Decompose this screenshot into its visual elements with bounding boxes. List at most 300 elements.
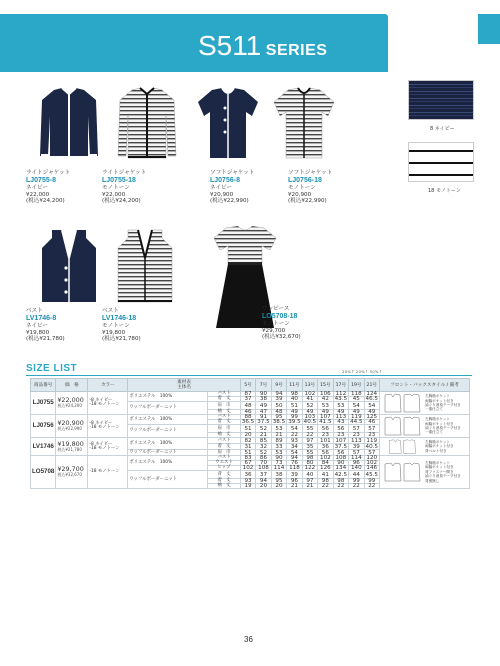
measure-value: 36 — [318, 444, 333, 450]
measure-value: 98 — [318, 479, 333, 484]
measure-value: 39 — [271, 397, 286, 402]
header-size: 5号 — [240, 379, 255, 392]
product-price: ¥20,900 — [210, 191, 234, 198]
header-code: 商品番号 — [31, 379, 56, 392]
note-line: 一重仕立て — [425, 407, 443, 412]
price-value: ¥29,700 — [57, 465, 84, 473]
product-color: モノトーン — [102, 322, 130, 329]
size-percent-note: 20%↑ 20%↑ 50%↑ — [342, 369, 383, 374]
measure-value: 83 — [240, 456, 255, 461]
measure-value: 88 — [240, 415, 255, 420]
product-code: LJ0755-18 — [102, 176, 136, 184]
product-LV1746-18 — [102, 308, 141, 343]
measure-value: 49 — [287, 410, 302, 415]
measure-label: ウエスト — [208, 461, 240, 466]
measure-value: 96 — [349, 461, 364, 466]
measure-label: バスト — [208, 438, 240, 444]
row-code: LJ0755 — [31, 392, 56, 415]
measure-value: 53 — [333, 402, 348, 410]
measure-value: 21 — [271, 433, 286, 438]
note-line: 左胸箱ポケット — [425, 460, 450, 465]
notes-wrap — [380, 456, 469, 488]
measure-value: 95 — [271, 415, 286, 420]
measure-label: バスト — [208, 456, 240, 461]
measure-value: 46.5 — [365, 396, 378, 402]
color-option: -8 ネイビー — [89, 441, 113, 447]
measure-label: ヒップ — [208, 466, 240, 471]
note-line: 一重仕立て — [425, 430, 443, 435]
measure-value: 89 — [271, 438, 286, 444]
measure-label: バスト — [208, 415, 240, 420]
measure-value: 54 — [364, 402, 379, 410]
measure-value: 20 — [256, 484, 271, 489]
row-notes — [380, 438, 470, 456]
series-banner — [0, 14, 388, 72]
product-tax: (税込¥24,200) — [102, 198, 141, 205]
measure-value: 99 — [287, 415, 302, 420]
note-line: 両脇ポケット付き — [425, 421, 454, 426]
row-price — [56, 392, 88, 415]
product-name: ライトジャケット — [26, 170, 71, 176]
measure-value: 119 — [349, 415, 364, 420]
measure-value: 99 — [364, 479, 379, 484]
measure-value: 102 — [364, 461, 379, 466]
measure-value: 21 — [256, 433, 271, 438]
measure-value: 120 — [364, 456, 379, 461]
measure-value: 87 — [240, 392, 255, 397]
measure-value: 126 — [318, 466, 333, 471]
measure-value: 35 — [302, 444, 317, 450]
size-list-rule — [26, 375, 472, 376]
product-color: ネイビー — [26, 184, 49, 191]
measure-value: 73 — [271, 461, 286, 466]
measure-value: 45.5 — [365, 471, 378, 478]
measure-value: 55 — [302, 450, 317, 456]
measure-value: 113 — [333, 415, 348, 420]
color-option: -18 モノトーン — [89, 425, 120, 430]
measure-value: 40.5 — [365, 443, 378, 450]
product-color: モノトーン — [262, 320, 290, 327]
measure-value: 84 — [318, 461, 333, 466]
measure-value: 23 — [364, 433, 379, 438]
product-tax: (税込¥22,990) — [288, 198, 327, 205]
header-size: 11号 — [287, 379, 302, 392]
table-row — [31, 438, 470, 444]
measure-value: 22 — [364, 484, 379, 489]
measure-value: 97 — [302, 438, 317, 444]
measure-value: 107 — [318, 415, 333, 420]
monotone-soft-jacket-image — [272, 86, 336, 162]
row-knit: ワッフルボーダーニット — [128, 471, 208, 489]
measure-value: 36 — [240, 471, 255, 479]
measure-value: 21 — [302, 484, 317, 489]
measure-value: 39 — [287, 471, 302, 479]
header-size: 7号 — [256, 379, 271, 392]
note-line: 袖ぐり消臭テープ付き — [425, 426, 461, 430]
color-option: -18 モノトーン — [89, 469, 120, 474]
product-LJ0756-8 — [210, 170, 254, 205]
note-line: 袖ぐり消臭テープ付き — [425, 403, 461, 407]
row-knit: ワッフルボーダーニット — [128, 402, 208, 415]
measure-value: 42.5 — [334, 471, 348, 478]
measure-value: 39 — [349, 444, 364, 450]
measure-value: 125 — [364, 415, 379, 420]
measure-label: 肩 巾 — [208, 425, 240, 433]
measure-value: 52 — [256, 425, 271, 433]
measure-value: 37.5 — [257, 419, 270, 425]
measure-value: 103 — [302, 415, 317, 420]
row-colors — [88, 392, 128, 415]
measure-value: 76 — [287, 461, 302, 466]
note-line: 両脇ポケット付き — [425, 465, 454, 470]
note-line: 両脇ポケット付き — [425, 444, 454, 449]
measure-value: 20 — [271, 484, 286, 489]
measure-value: 53 — [318, 402, 333, 410]
row-code: LV1746 — [31, 438, 56, 456]
measure-value: 70 — [256, 461, 271, 466]
measure-value: 118 — [287, 466, 302, 471]
measure-value: 22 — [333, 484, 348, 489]
measure-value: 37 — [256, 471, 271, 479]
measure-value: 45 — [349, 397, 364, 402]
measure-value: 53 — [271, 450, 286, 456]
measure-value: 48 — [240, 402, 255, 410]
measure-value: 51 — [287, 402, 302, 410]
measure-value: 49 — [318, 410, 333, 415]
measure-value: 106 — [318, 392, 333, 397]
header-color: カラー — [88, 379, 128, 392]
navy-vest-image — [40, 228, 98, 304]
header-size: 9号 — [271, 379, 286, 392]
front-back-sketch-icon — [382, 393, 422, 413]
product-code: LJ0756-8 — [210, 176, 240, 184]
measure-value: 49 — [364, 410, 379, 415]
row-material: ポリエステル 100% — [128, 415, 208, 425]
size-list-title: SIZE LIST — [26, 363, 78, 374]
measure-value: 54 — [287, 450, 302, 456]
swatch-label-navy: 8 ネイビー — [430, 126, 455, 132]
measure-value: 57 — [364, 425, 379, 433]
measure-value: 86 — [256, 456, 271, 461]
product-code: LO5708-18 — [262, 312, 298, 320]
measure-value: 55 — [302, 425, 317, 433]
measure-value: 51 — [240, 425, 255, 433]
measure-label: 袖 丈 — [208, 410, 240, 415]
measure-value: 48 — [271, 410, 286, 415]
measure-value: 49 — [256, 402, 271, 410]
navy-soft-jacket-image — [196, 86, 260, 162]
measure-value: 22 — [302, 433, 317, 438]
measure-value: 39.5 — [288, 419, 301, 425]
measure-label: 肩 巾 — [208, 450, 240, 456]
row-material: ポリエステル 100% — [128, 438, 208, 450]
measure-value: 99 — [349, 479, 364, 484]
row-notes — [380, 415, 470, 438]
measure-value: 97 — [302, 479, 317, 484]
measure-value: 52 — [302, 402, 317, 410]
measure-value: 67 — [240, 461, 255, 466]
monotone-vest-image — [116, 228, 174, 304]
measure-value: 107 — [333, 438, 348, 444]
product-price: ¥19,800 — [102, 329, 126, 336]
product-color: モノトーン — [102, 184, 130, 191]
row-knit: ワッフルボーダーニット — [128, 425, 208, 438]
row-colors — [88, 415, 128, 438]
product-LV1746-8 — [26, 308, 65, 343]
measure-value: 49 — [333, 410, 348, 415]
measure-value: 51 — [240, 450, 255, 456]
measure-value: 23 — [318, 433, 333, 438]
product-price: ¥22,000 — [102, 191, 126, 198]
measure-value: 118 — [349, 392, 364, 397]
page-tab — [478, 14, 500, 44]
measure-value: 22 — [349, 484, 364, 489]
measure-value: 102 — [302, 392, 317, 397]
measure-value: 40 — [287, 397, 302, 402]
product-LO5708-18 — [262, 306, 301, 341]
measure-value: 90 — [271, 456, 286, 461]
measure-label: 袖 丈 — [208, 433, 240, 438]
measure-label: 袖 丈 — [208, 484, 240, 489]
product-name: ベスト — [26, 308, 43, 314]
row-material: ポリエステル 100% — [128, 392, 208, 402]
measure-value: 114 — [271, 466, 286, 471]
fabric-swatch-navy — [408, 80, 474, 120]
price-tax: 税込¥22,990 — [57, 426, 82, 431]
measure-value: 108 — [333, 456, 348, 461]
note-line: 背ベルト付き — [425, 448, 447, 453]
product-code: LJ0755-8 — [26, 176, 56, 184]
note-line: 背ファスナー開き — [425, 469, 454, 474]
product-price: ¥20,900 — [288, 191, 312, 198]
measure-value: 122 — [302, 466, 317, 471]
measure-value: 53 — [271, 425, 286, 433]
notes-text — [425, 461, 461, 483]
color-option: -8 ネイビー — [89, 398, 113, 403]
measure-value: 57 — [349, 425, 364, 433]
page-number: 36 — [244, 635, 253, 644]
measure-value: 146 — [364, 466, 379, 471]
measure-value: 134 — [333, 466, 348, 471]
measure-value: 82 — [240, 438, 255, 444]
measure-value: 91 — [256, 415, 271, 420]
fabric-swatch-monotone — [408, 142, 474, 182]
note-line: 袖ぐり消臭テープ付き — [425, 474, 461, 479]
measure-value: 93 — [240, 479, 255, 484]
measure-value: 96 — [287, 479, 302, 484]
product-LJ0756-18 — [288, 170, 332, 205]
measure-value: 56 — [318, 450, 333, 456]
measure-value: 44.5 — [350, 419, 363, 425]
measure-value: 37 — [240, 397, 255, 402]
row-notes — [380, 392, 470, 415]
measure-value: 56 — [318, 425, 333, 433]
measure-value: 49 — [302, 410, 317, 415]
measure-value: 41.5 — [319, 419, 332, 425]
measure-value: 40 — [302, 471, 317, 479]
measure-value: 37.5 — [334, 443, 348, 450]
measure-value: 102 — [240, 466, 255, 471]
row-code: LJ0756 — [31, 415, 56, 438]
price-tax: 税込¥24,200 — [57, 403, 82, 408]
product-tax: (税込¥32,670) — [262, 334, 301, 341]
product-name: ベスト — [102, 308, 119, 314]
series-title — [198, 32, 327, 60]
notes-text — [425, 440, 454, 453]
price-tax: 税込¥21,780 — [57, 446, 82, 452]
measure-value: 40.5 — [303, 419, 317, 425]
measure-label: 肩 巾 — [208, 402, 240, 410]
measure-value: 49 — [349, 410, 364, 415]
measure-value: 41 — [302, 397, 317, 402]
measure-value: 102 — [318, 456, 333, 461]
row-colors — [88, 456, 128, 489]
row-code: LO5708 — [31, 456, 56, 489]
measure-value: 21 — [287, 484, 302, 489]
header-size: 13号 — [302, 379, 317, 392]
measure-value: 114 — [349, 456, 364, 461]
product-code: LJ0756-18 — [288, 176, 322, 184]
measure-value: 57 — [349, 450, 364, 456]
measure-value: 57 — [364, 450, 379, 456]
measure-value: 94 — [287, 456, 302, 461]
product-tax: (税込¥21,780) — [26, 336, 65, 343]
measure-value: 47 — [256, 410, 271, 415]
measure-value: 31 — [240, 444, 255, 450]
measure-value: 56 — [333, 450, 348, 456]
product-name: ワンピース — [262, 306, 290, 312]
product-tax: (税込¥24,200) — [26, 198, 65, 205]
measure-value: 94 — [256, 479, 271, 484]
product-LJ0755-18 — [102, 170, 146, 205]
header-size: 15号 — [318, 379, 333, 392]
measure-label: バスト — [208, 392, 240, 397]
product-price: ¥22,000 — [26, 191, 50, 198]
product-LJ0755-8 — [26, 170, 70, 205]
measure-label: 着 丈 — [208, 397, 240, 402]
product-name: ソフトジャケット — [288, 170, 333, 176]
front-back-sketch-icon — [382, 416, 422, 436]
product-price: ¥29,700 — [262, 327, 286, 334]
row-price — [56, 415, 88, 438]
measure-value: 20 — [240, 433, 255, 438]
measure-value: 22 — [318, 484, 333, 489]
measure-value: 98 — [287, 392, 302, 397]
series-code: S511 — [198, 30, 262, 61]
color-option: -18 モノトーン — [89, 402, 120, 407]
header-size: 17号 — [333, 379, 348, 392]
size-table-header — [31, 379, 470, 392]
note-line: 左胸箱ポケット — [425, 439, 450, 444]
product-code: LV1746-8 — [26, 314, 57, 322]
measure-value: 38.5 — [272, 419, 286, 425]
color-option: -18 モノトーン — [89, 445, 120, 451]
measure-value: 124 — [364, 392, 379, 397]
price-value: ¥20,900 — [57, 419, 84, 427]
measure-value: 93 — [287, 438, 302, 444]
series-word: SERIES — [265, 42, 328, 59]
product-color: モノトーン — [288, 184, 316, 191]
note-line: 両脇ポケット付き — [425, 398, 454, 403]
row-price — [56, 438, 88, 456]
header-notes: フロント・バックスタイル / 備考 — [380, 379, 470, 392]
measure-value: 90 — [333, 461, 348, 466]
product-color: ネイビー — [210, 184, 233, 191]
measure-value: 22 — [287, 433, 302, 438]
note-line: 左胸箱ポケット — [425, 417, 450, 422]
notes-text — [425, 394, 461, 412]
notes-text — [425, 417, 461, 435]
measure-value: 32 — [256, 444, 271, 450]
measure-value: 19 — [240, 484, 255, 489]
measure-value: 90 — [256, 392, 271, 397]
measure-value: 80 — [302, 461, 317, 466]
row-price — [56, 456, 88, 489]
measure-value: 38 — [271, 471, 286, 479]
header-size: 21号 — [364, 379, 379, 392]
row-knit: ワッフルボーダーニット — [128, 450, 208, 456]
measure-value: 108 — [256, 466, 271, 471]
header-size: 19号 — [349, 379, 364, 392]
front-back-sketch-icon — [382, 457, 422, 487]
measure-value: 95 — [271, 479, 286, 484]
measure-value: 85 — [256, 438, 271, 444]
measure-value: 43 — [333, 420, 348, 425]
measure-label: 着 丈 — [208, 444, 240, 450]
measure-value: 112 — [333, 392, 348, 397]
measure-value: 140 — [349, 466, 364, 471]
notes-wrap — [380, 438, 469, 455]
measure-value: 46 — [240, 410, 255, 415]
measure-value: 23 — [333, 433, 348, 438]
measure-label: 背 丈 — [208, 471, 240, 479]
measure-value: 38 — [256, 397, 271, 402]
note-line: 背裏無し — [425, 478, 440, 483]
monotone-light-jacket-image — [116, 86, 178, 162]
front-back-sketch-icon — [382, 439, 422, 454]
measure-value: 98 — [333, 479, 348, 484]
product-code: LV1746-18 — [102, 314, 137, 322]
measure-value: 94 — [271, 392, 286, 397]
product-color: ネイビー — [26, 322, 49, 329]
measure-value: 44 — [349, 471, 364, 479]
measure-value: 36.5 — [241, 419, 255, 425]
row-material: ポリエステル 100% — [128, 456, 208, 471]
measure-value: 101 — [318, 438, 333, 444]
measure-label: 着 丈 — [208, 479, 240, 484]
measure-value: 42 — [318, 397, 333, 402]
price-tax: 税込¥32,670 — [57, 472, 82, 477]
note-line: 左胸箱ポケット — [425, 394, 450, 399]
price-value: ¥19,800 — [57, 439, 84, 448]
notes-wrap — [380, 392, 469, 414]
row-notes — [380, 456, 470, 489]
measure-value: 98 — [302, 456, 317, 461]
header-material: 素材表 主体名 — [128, 379, 240, 392]
measure-value: 33 — [271, 444, 286, 450]
color-option: -8 ネイビー — [89, 421, 113, 426]
product-name: ライトジャケット — [102, 170, 147, 176]
product-tax: (税込¥21,780) — [102, 336, 141, 343]
measure-value: 54 — [287, 425, 302, 433]
row-colors — [88, 438, 128, 456]
measure-value: 43.5 — [334, 396, 348, 402]
product-price: ¥19,800 — [26, 329, 50, 336]
measure-value: 56 — [333, 425, 348, 433]
navy-light-jacket-image — [38, 86, 100, 162]
price-value: ¥22,000 — [57, 396, 84, 404]
product-name: ソフトジャケット — [210, 170, 255, 176]
